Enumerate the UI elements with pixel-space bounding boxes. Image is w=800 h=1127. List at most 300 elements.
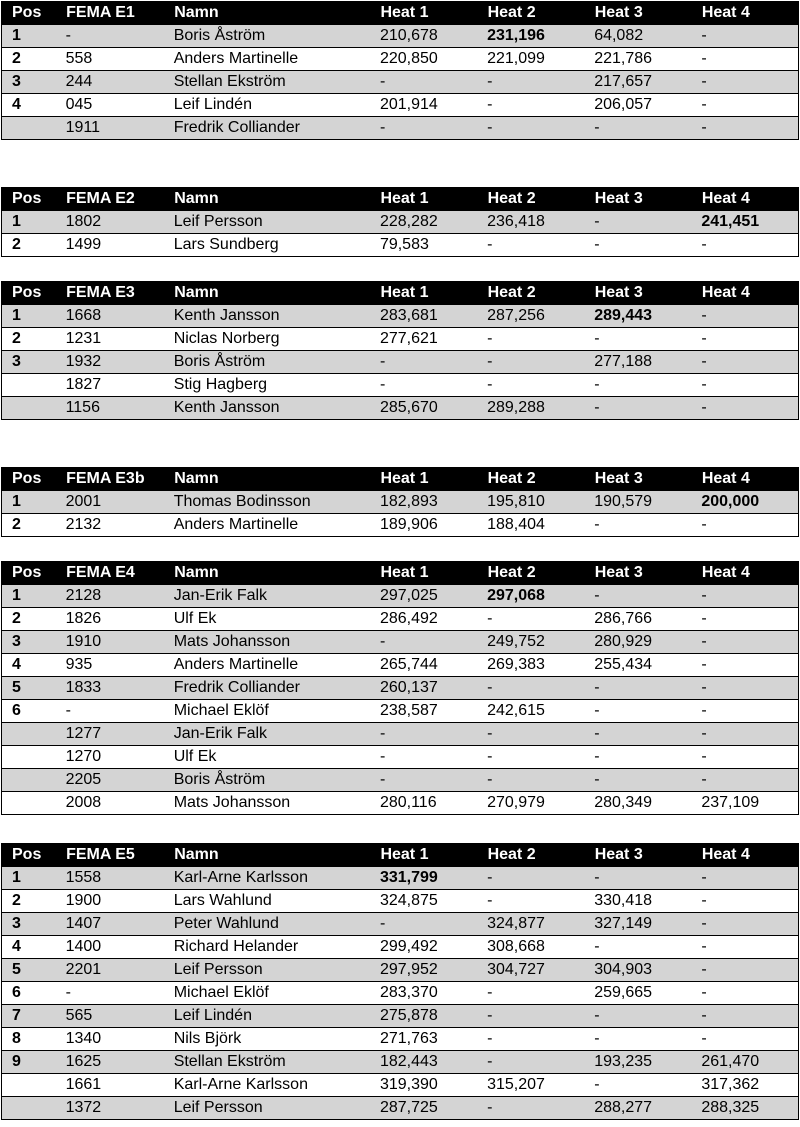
header-pos: Pos — [2, 844, 56, 867]
header-heat-4: Heat 4 — [691, 2, 798, 25]
header-heat-2: Heat 2 — [477, 562, 584, 585]
pos-cell: 1 — [2, 25, 56, 48]
pos-cell — [2, 374, 56, 397]
name-cell: Richard Helander — [164, 936, 370, 959]
header-class: FEMA E3b — [56, 468, 164, 491]
table-row — [2, 746, 799, 769]
pos-cell: 5 — [2, 677, 56, 700]
heat-1-cell: - — [370, 71, 477, 94]
id-cell: 2201 — [56, 959, 164, 982]
id-cell: 1407 — [56, 913, 164, 936]
heat-4-cell: 200,000 — [691, 491, 798, 514]
heat-3-cell: 330,418 — [584, 890, 691, 913]
id-cell: 1270 — [56, 746, 164, 769]
pos-cell: 5 — [2, 959, 56, 982]
table-row — [2, 890, 799, 913]
heat-3-cell: - — [584, 677, 691, 700]
pos-cell: 3 — [2, 71, 56, 94]
heat-3-cell: 327,149 — [584, 913, 691, 936]
heat-4-cell: - — [691, 117, 798, 140]
id-cell: 2008 — [56, 792, 164, 815]
header-heat-2: Heat 2 — [477, 844, 584, 867]
pos-cell: 4 — [2, 936, 56, 959]
pos-cell: 3 — [2, 631, 56, 654]
heat-1-cell: 285,670 — [370, 397, 477, 420]
heat-1-cell: 283,681 — [370, 305, 477, 328]
table-row — [2, 631, 799, 654]
heat-1-cell: 331,799 — [370, 867, 477, 890]
pos-cell — [2, 792, 56, 815]
heat-2-cell: - — [477, 374, 584, 397]
pos-cell — [2, 769, 56, 792]
table-row — [2, 94, 799, 117]
pos-cell: 3 — [2, 351, 56, 374]
heat-2-cell: - — [477, 1097, 584, 1120]
table-row — [2, 1097, 799, 1120]
id-cell: 558 — [56, 48, 164, 71]
id-cell: 1661 — [56, 1074, 164, 1097]
heat-2-cell: - — [477, 867, 584, 890]
heat-4-cell: - — [691, 608, 798, 631]
table-row — [2, 585, 799, 608]
header-pos: Pos — [2, 282, 56, 305]
table-row — [2, 723, 799, 746]
heat-4-cell: - — [691, 48, 798, 71]
heat-2-cell: 195,810 — [477, 491, 584, 514]
pos-cell — [2, 1074, 56, 1097]
header-pos: Pos — [2, 468, 56, 491]
heat-3-cell: 304,903 — [584, 959, 691, 982]
heat-3-cell: - — [584, 867, 691, 890]
id-cell: 1499 — [56, 234, 164, 257]
header-heat-4: Heat 4 — [691, 468, 798, 491]
heat-3-cell: - — [584, 374, 691, 397]
heat-4-cell: - — [691, 913, 798, 936]
header-name: Namn — [164, 844, 370, 867]
heat-4-cell: - — [691, 982, 798, 1005]
heat-2-cell: 249,752 — [477, 631, 584, 654]
id-cell: 1932 — [56, 351, 164, 374]
table-row — [2, 959, 799, 982]
results-table — [1, 561, 799, 815]
heat-3-cell: 221,786 — [584, 48, 691, 71]
table-row — [2, 654, 799, 677]
heat-2-cell: - — [477, 94, 584, 117]
results-table — [1, 1, 799, 140]
table-row — [2, 25, 799, 48]
heat-3-cell: - — [584, 514, 691, 537]
pos-cell: 1 — [2, 585, 56, 608]
heat-2-cell: - — [477, 328, 584, 351]
name-cell: Leif Lindén — [164, 94, 370, 117]
name-cell: Jan-Erik Falk — [164, 585, 370, 608]
heat-2-cell: - — [477, 769, 584, 792]
header-heat-2: Heat 2 — [477, 468, 584, 491]
header-name: Namn — [164, 468, 370, 491]
name-cell: Nils Björk — [164, 1028, 370, 1051]
heat-4-cell: - — [691, 585, 798, 608]
header-heat-3: Heat 3 — [584, 188, 691, 211]
name-cell: Boris Åström — [164, 769, 370, 792]
heat-3-cell: - — [584, 746, 691, 769]
heat-2-cell: - — [477, 1005, 584, 1028]
header-name: Namn — [164, 562, 370, 585]
name-cell: Michael Eklöf — [164, 700, 370, 723]
id-cell: 045 — [56, 94, 164, 117]
pos-cell: 2 — [2, 890, 56, 913]
pos-cell — [2, 746, 56, 769]
pos-cell: 7 — [2, 1005, 56, 1028]
heat-4-cell: - — [691, 234, 798, 257]
heat-2-cell: - — [477, 608, 584, 631]
name-cell: Boris Åström — [164, 25, 370, 48]
table-header-row — [2, 188, 799, 211]
table-row — [2, 982, 799, 1005]
results-table — [1, 281, 799, 420]
heat-1-cell: 182,893 — [370, 491, 477, 514]
table-row — [2, 48, 799, 71]
heat-1-cell: 220,850 — [370, 48, 477, 71]
name-cell: Anders Martinelle — [164, 654, 370, 677]
header-class: FEMA E1 — [56, 2, 164, 25]
heat-2-cell: - — [477, 677, 584, 700]
heat-1-cell: - — [370, 769, 477, 792]
header-heat-3: Heat 3 — [584, 562, 691, 585]
table-row — [2, 700, 799, 723]
name-cell: Anders Martinelle — [164, 48, 370, 71]
table-row — [2, 491, 799, 514]
id-cell: - — [56, 700, 164, 723]
name-cell: Leif Persson — [164, 211, 370, 234]
heat-4-cell: - — [691, 631, 798, 654]
heat-3-cell: 280,349 — [584, 792, 691, 815]
name-cell: Stellan Ekström — [164, 1051, 370, 1074]
id-cell: 1400 — [56, 936, 164, 959]
id-cell: 1833 — [56, 677, 164, 700]
heat-1-cell: 210,678 — [370, 25, 477, 48]
heat-1-cell: 324,875 — [370, 890, 477, 913]
header-heat-2: Heat 2 — [477, 282, 584, 305]
heat-4-cell: - — [691, 374, 798, 397]
name-cell: Mats Johansson — [164, 792, 370, 815]
heat-4-cell: - — [691, 328, 798, 351]
heat-3-cell: 64,082 — [584, 25, 691, 48]
table-header-row — [2, 2, 799, 25]
name-cell: Leif Persson — [164, 1097, 370, 1120]
name-cell: Jan-Erik Falk — [164, 723, 370, 746]
pos-cell — [2, 723, 56, 746]
pos-cell: 1 — [2, 867, 56, 890]
table-row — [2, 234, 799, 257]
heat-1-cell: 228,282 — [370, 211, 477, 234]
heat-1-cell: 189,906 — [370, 514, 477, 537]
heat-4-cell: - — [691, 397, 798, 420]
name-cell: Leif Persson — [164, 959, 370, 982]
header-name: Namn — [164, 2, 370, 25]
header-heat-2: Heat 2 — [477, 2, 584, 25]
name-cell: Peter Wahlund — [164, 913, 370, 936]
id-cell: 1910 — [56, 631, 164, 654]
id-cell: 1277 — [56, 723, 164, 746]
table-header-row — [2, 562, 799, 585]
pos-cell: 3 — [2, 913, 56, 936]
id-cell: - — [56, 982, 164, 1005]
table-row — [2, 397, 799, 420]
pos-cell: 6 — [2, 982, 56, 1005]
heat-4-cell: - — [691, 723, 798, 746]
id-cell: 1900 — [56, 890, 164, 913]
header-heat-1: Heat 1 — [370, 2, 477, 25]
header-name: Namn — [164, 188, 370, 211]
heat-2-cell: 287,256 — [477, 305, 584, 328]
id-cell: 2132 — [56, 514, 164, 537]
name-cell: Kenth Jansson — [164, 305, 370, 328]
heat-3-cell: 217,657 — [584, 71, 691, 94]
heat-1-cell: - — [370, 351, 477, 374]
table-row — [2, 913, 799, 936]
heat-1-cell: - — [370, 117, 477, 140]
heat-2-cell: - — [477, 982, 584, 1005]
pos-cell: 9 — [2, 1051, 56, 1074]
heat-4-cell: - — [691, 514, 798, 537]
pos-cell — [2, 117, 56, 140]
heat-2-cell: - — [477, 890, 584, 913]
header-heat-3: Heat 3 — [584, 282, 691, 305]
header-pos: Pos — [2, 2, 56, 25]
heat-3-cell: 255,434 — [584, 654, 691, 677]
heat-3-cell: - — [584, 1028, 691, 1051]
heat-1-cell: - — [370, 746, 477, 769]
name-cell: Fredrik Colliander — [164, 677, 370, 700]
heat-4-cell: - — [691, 25, 798, 48]
header-heat-3: Heat 3 — [584, 844, 691, 867]
header-pos: Pos — [2, 562, 56, 585]
header-heat-3: Heat 3 — [584, 2, 691, 25]
header-heat-1: Heat 1 — [370, 468, 477, 491]
name-cell: Karl-Arne Karlsson — [164, 1074, 370, 1097]
heat-1-cell: 299,492 — [370, 936, 477, 959]
heat-4-cell: - — [691, 1005, 798, 1028]
pos-cell: 1 — [2, 305, 56, 328]
id-cell: 1340 — [56, 1028, 164, 1051]
heat-3-cell: - — [584, 936, 691, 959]
table-row — [2, 867, 799, 890]
heat-4-cell: - — [691, 1028, 798, 1051]
heat-4-cell: 317,362 — [691, 1074, 798, 1097]
heat-3-cell: - — [584, 397, 691, 420]
heat-4-cell: - — [691, 305, 798, 328]
results-table — [1, 187, 799, 257]
header-heat-4: Heat 4 — [691, 844, 798, 867]
heat-2-cell: - — [477, 117, 584, 140]
id-cell: 1625 — [56, 1051, 164, 1074]
heat-1-cell: 182,443 — [370, 1051, 477, 1074]
heat-2-cell: - — [477, 746, 584, 769]
id-cell: 2205 — [56, 769, 164, 792]
heat-1-cell: 280,116 — [370, 792, 477, 815]
heat-2-cell: 188,404 — [477, 514, 584, 537]
header-class: FEMA E2 — [56, 188, 164, 211]
heat-1-cell: - — [370, 723, 477, 746]
table-row — [2, 1051, 799, 1074]
heat-3-cell: - — [584, 328, 691, 351]
heat-2-cell: - — [477, 351, 584, 374]
heat-4-cell: - — [691, 769, 798, 792]
id-cell: 565 — [56, 1005, 164, 1028]
heat-4-cell: - — [691, 677, 798, 700]
header-heat-1: Heat 1 — [370, 188, 477, 211]
heat-1-cell: 79,583 — [370, 234, 477, 257]
heat-4-cell: - — [691, 936, 798, 959]
heat-4-cell: - — [691, 351, 798, 374]
heat-3-cell: - — [584, 1005, 691, 1028]
heat-2-cell: 297,068 — [477, 585, 584, 608]
heat-4-cell: - — [691, 959, 798, 982]
header-class: FEMA E4 — [56, 562, 164, 585]
heat-4-cell: 288,325 — [691, 1097, 798, 1120]
header-heat-4: Heat 4 — [691, 188, 798, 211]
heat-3-cell: 277,188 — [584, 351, 691, 374]
header-heat-4: Heat 4 — [691, 562, 798, 585]
heat-2-cell: - — [477, 1028, 584, 1051]
name-cell: Leif Lindén — [164, 1005, 370, 1028]
header-heat-4: Heat 4 — [691, 282, 798, 305]
heat-4-cell: - — [691, 71, 798, 94]
table-row — [2, 211, 799, 234]
table-row — [2, 305, 799, 328]
id-cell: - — [56, 25, 164, 48]
header-class: FEMA E3 — [56, 282, 164, 305]
name-cell: Ulf Ek — [164, 608, 370, 631]
heat-2-cell: 304,727 — [477, 959, 584, 982]
name-cell: Lars Wahlund — [164, 890, 370, 913]
heat-1-cell: 260,137 — [370, 677, 477, 700]
pos-cell: 4 — [2, 94, 56, 117]
heat-3-cell: - — [584, 700, 691, 723]
heat-3-cell: 280,929 — [584, 631, 691, 654]
header-pos: Pos — [2, 188, 56, 211]
heat-3-cell: 289,443 — [584, 305, 691, 328]
heat-2-cell: 221,099 — [477, 48, 584, 71]
heat-2-cell: 231,196 — [477, 25, 584, 48]
table-row — [2, 514, 799, 537]
table-row — [2, 117, 799, 140]
heat-2-cell: 315,207 — [477, 1074, 584, 1097]
heat-1-cell: 319,390 — [370, 1074, 477, 1097]
heat-1-cell: - — [370, 913, 477, 936]
heat-4-cell: 241,451 — [691, 211, 798, 234]
table-row — [2, 769, 799, 792]
heat-2-cell: - — [477, 1051, 584, 1074]
pos-cell — [2, 397, 56, 420]
header-heat-1: Heat 1 — [370, 282, 477, 305]
heat-2-cell: - — [477, 71, 584, 94]
pos-cell: 1 — [2, 211, 56, 234]
header-heat-1: Heat 1 — [370, 562, 477, 585]
name-cell: Thomas Bodinsson — [164, 491, 370, 514]
id-cell: 1558 — [56, 867, 164, 890]
name-cell: Niclas Norberg — [164, 328, 370, 351]
heat-2-cell: - — [477, 234, 584, 257]
heat-2-cell: 270,979 — [477, 792, 584, 815]
name-cell: Stig Hagberg — [164, 374, 370, 397]
heat-2-cell: 242,615 — [477, 700, 584, 723]
results-table — [1, 843, 799, 1120]
heat-3-cell: 193,235 — [584, 1051, 691, 1074]
name-cell: Michael Eklöf — [164, 982, 370, 1005]
heat-3-cell: 206,057 — [584, 94, 691, 117]
pos-cell: 4 — [2, 654, 56, 677]
heat-2-cell: 324,877 — [477, 913, 584, 936]
heat-3-cell: - — [584, 1074, 691, 1097]
heat-1-cell: 238,587 — [370, 700, 477, 723]
heat-1-cell: 297,025 — [370, 585, 477, 608]
id-cell: 244 — [56, 71, 164, 94]
pos-cell: 2 — [2, 608, 56, 631]
name-cell: Karl-Arne Karlsson — [164, 867, 370, 890]
id-cell: 1156 — [56, 397, 164, 420]
table-row — [2, 1028, 799, 1051]
name-cell: Ulf Ek — [164, 746, 370, 769]
table-header-row — [2, 468, 799, 491]
id-cell: 1668 — [56, 305, 164, 328]
heat-2-cell: 269,383 — [477, 654, 584, 677]
heat-1-cell: 283,370 — [370, 982, 477, 1005]
header-class: FEMA E5 — [56, 844, 164, 867]
heat-4-cell: 237,109 — [691, 792, 798, 815]
name-cell: Mats Johansson — [164, 631, 370, 654]
header-heat-1: Heat 1 — [370, 844, 477, 867]
pos-cell: 2 — [2, 234, 56, 257]
table-row — [2, 608, 799, 631]
heat-2-cell: 236,418 — [477, 211, 584, 234]
table-header-row — [2, 844, 799, 867]
heat-3-cell: 259,665 — [584, 982, 691, 1005]
heat-1-cell: - — [370, 631, 477, 654]
header-name: Namn — [164, 282, 370, 305]
name-cell: Stellan Ekström — [164, 71, 370, 94]
heat-1-cell: 271,763 — [370, 1028, 477, 1051]
heat-1-cell: 297,952 — [370, 959, 477, 982]
heat-2-cell: 308,668 — [477, 936, 584, 959]
heat-2-cell: 289,288 — [477, 397, 584, 420]
heat-4-cell: - — [691, 94, 798, 117]
name-cell: Lars Sundberg — [164, 234, 370, 257]
table-row — [2, 936, 799, 959]
pos-cell: 2 — [2, 514, 56, 537]
heat-2-cell: - — [477, 723, 584, 746]
table-row — [2, 374, 799, 397]
name-cell: Boris Åström — [164, 351, 370, 374]
heat-3-cell: 286,766 — [584, 608, 691, 631]
heat-1-cell: - — [370, 374, 477, 397]
header-heat-3: Heat 3 — [584, 468, 691, 491]
table-row — [2, 1005, 799, 1028]
heat-4-cell: 261,470 — [691, 1051, 798, 1074]
id-cell: 1911 — [56, 117, 164, 140]
heat-3-cell: - — [584, 234, 691, 257]
id-cell: 2128 — [56, 585, 164, 608]
pos-cell: 1 — [2, 491, 56, 514]
id-cell: 935 — [56, 654, 164, 677]
pos-cell: 2 — [2, 48, 56, 71]
id-cell: 1826 — [56, 608, 164, 631]
id-cell: 1231 — [56, 328, 164, 351]
pos-cell — [2, 1097, 56, 1120]
heat-1-cell: 201,914 — [370, 94, 477, 117]
heat-1-cell: 265,744 — [370, 654, 477, 677]
name-cell: Anders Martinelle — [164, 514, 370, 537]
